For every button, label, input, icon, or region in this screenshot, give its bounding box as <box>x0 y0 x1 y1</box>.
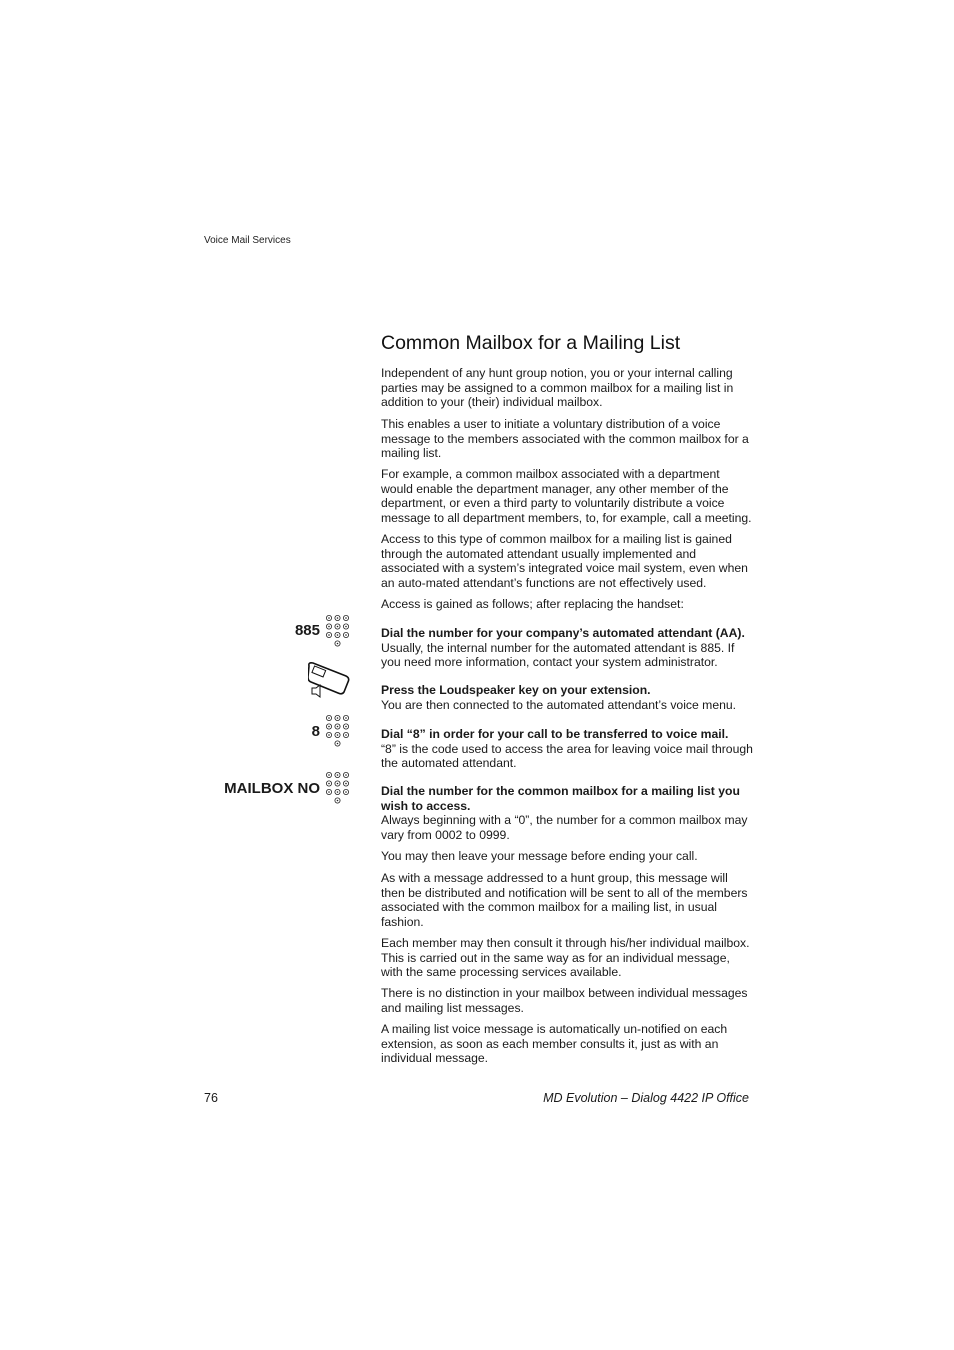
step-key-label: 885 <box>294 622 320 639</box>
step-text: You are then connected to the automated attendant’s voice menu. <box>381 697 737 712</box>
intro-paragraph: Access to this type of common mailbox for a mailing list is gained through the automated attendant usually implemented and associated with a system’s integrated voice mail system, even when an auto-mated attendant’s functions are not effectively used. <box>381 532 748 590</box>
intro-paragraph: For example, a common mailbox associated with a department would enable the department manager, any other member of the department, or even a third party to voluntarily distribute a voice message to all department members, to, for example, call a meeting. <box>381 467 752 525</box>
keypad-icon <box>325 714 351 750</box>
step-instruction <box>381 784 753 842</box>
body-paragraph: You may then leave your message before ending your call. <box>381 849 698 863</box>
body-paragraph: A mailing list voice message is automatically un-notified on each extension, as soon as each member consults it, just as with an individual message. <box>381 1022 728 1066</box>
intro-paragraph: This enables a user to initiate a voluntary distribution of a voice message to the members associated with the common mailbox for a mailing list. <box>381 417 749 461</box>
step-text: “8” is the code used to access the area for leaving voice mail through the automated attendant. <box>381 741 753 771</box>
step-bold: Dial “8” in order for your call to be transferred to voice mail. <box>381 727 729 741</box>
step-text: Usually, the internal number for the automated attendant is 885. If you need more information, contact your system administrator. <box>381 640 735 670</box>
keypad-icon <box>325 614 351 650</box>
step-instruction <box>381 683 753 712</box>
body-paragraph: Each member may then consult it through his/her individual mailbox. This is carried out in the same way as for an individual message, with the same processing services available. <box>381 936 750 980</box>
step-key-label: 8 <box>311 723 320 740</box>
body-paragraph: As with a message addressed to a hunt group, this message will then be distributed and notification will be sent to all of the members associated with the common mailbox for a mailing list, in usual fashion. <box>381 871 748 929</box>
step-key-label: MAILBOX NO <box>224 780 320 797</box>
section-header: Voice Mail Services <box>204 235 291 246</box>
step-instruction <box>381 727 753 771</box>
intro-paragraph: Independent of any hunt group notion, you or your internal calling parties may be assigned to a common mailbox for a mailing list in addition to your (their) individual mailbox. <box>381 366 734 410</box>
body-paragraph: There is no distinction in your mailbox between individual messages and mailing list messages. <box>381 986 748 1015</box>
step-instruction <box>381 626 753 670</box>
step-bold: Dial the number for your company’s automated attendant (AA). <box>381 626 745 640</box>
step-bold: Dial the number for the common mailbox for a mailing list you wish to access. <box>381 784 740 813</box>
page-title: Common Mailbox for a Mailing List <box>381 332 681 354</box>
step-bold: Press the Loudspeaker key on your extension. <box>381 683 651 697</box>
intro-paragraph: Access is gained as follows; after replacing the handset: <box>381 597 684 611</box>
step-text: Always beginning with a “0”, the number for a common mailbox may vary from 0002 to 0999. <box>381 813 748 842</box>
page-number: 76 <box>204 1091 218 1105</box>
keypad-icon <box>325 771 351 807</box>
loudspeaker-key-icon <box>308 662 352 707</box>
document-title: MD Evolution – Dialog 4422 IP Office <box>543 1091 749 1105</box>
